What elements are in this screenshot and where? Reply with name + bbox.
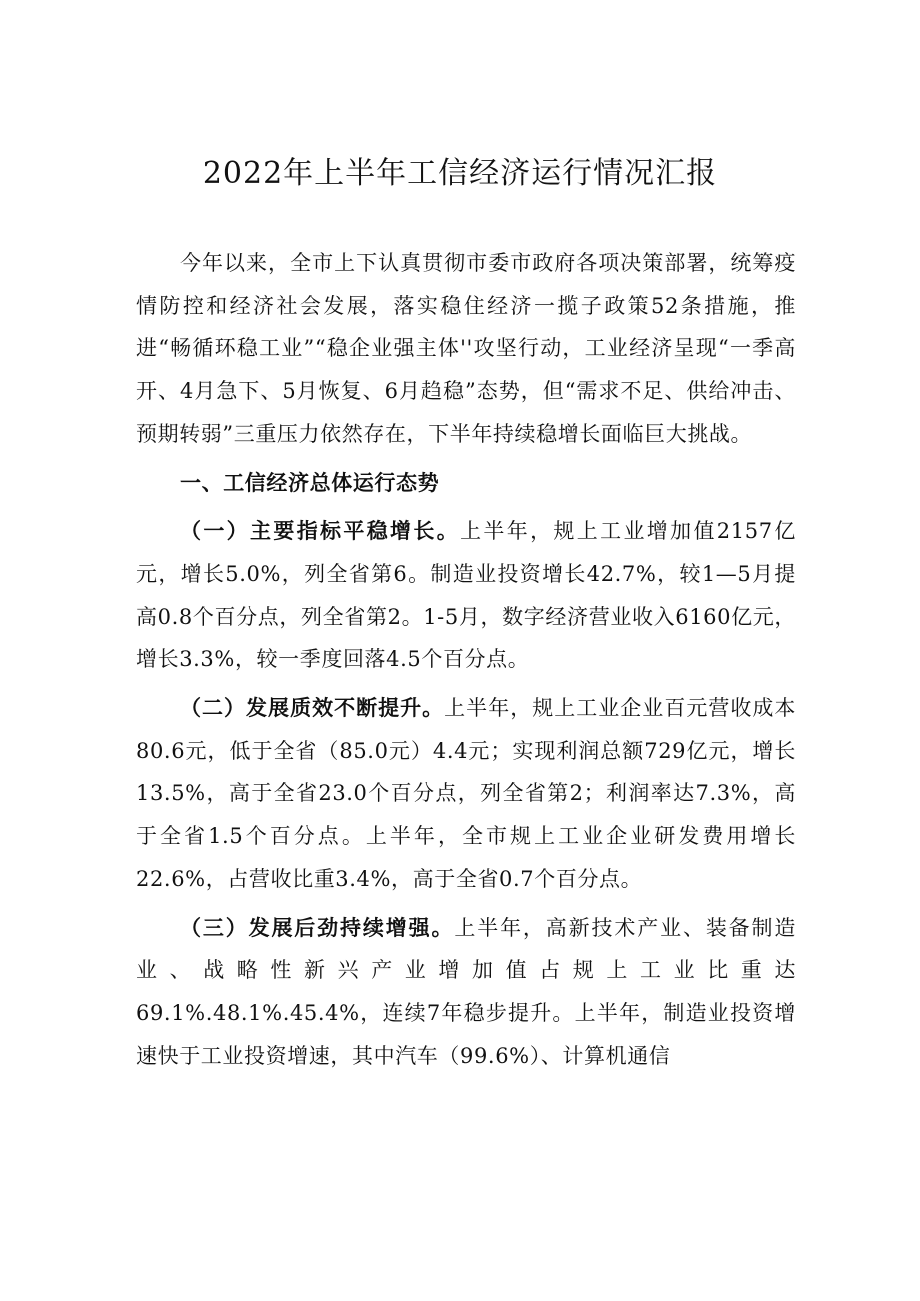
subsection-1-lead: （一）主要指标平稳增长。	[180, 518, 461, 544]
subsection-3-lead: （三）发展后劲持续增强。	[180, 914, 455, 940]
subsection-1-paragraph	[136, 510, 796, 681]
section-heading: 一、工信经济总体运行态势	[180, 469, 440, 495]
subsection-1-text: 上半年，规上工业增加值2157亿元，增长5.0%，列全省第6。制造业投资增长42.7%，较1—5月提高0.8个百分点，列全省第2。1-5月，数字经济营业收入6160亿元，增长3.3%，较一季度回落4.5个百分点。	[136, 519, 796, 672]
intro-paragraph: 今年以来，全市上下认真贯彻市委市政府各项决策部署，统筹疫情防控和经济社会发展，落实稳住经济一揽子政策52条措施，推进“畅循环稳工业”“稳企业强主体''攻坚行动，工业经济呈现“一季高开、4月急下、5月恢复、6月趋稳”态势，但“需求不足、供给冲击、预期转弱”三重压力依然存在，下半年持续稳增长面临巨大挑战。	[136, 251, 796, 446]
subsection-2-text: 上半年，规上工业企业百元营收成本80.6元，低于全省（85.0元）4.4元；实现利润总额729亿元，增长13.5%，高于全省23.0个百分点，列全省第2；利润率达7.3%，高于全省1.5个百分点。上半年，全市规上工业企业研发费用增长22.6%，占营收比重3.4%，高于全省0.7个百分点。	[136, 696, 796, 891]
subsection-2-lead: （二）发展质效不断提升。	[180, 695, 445, 721]
subsection-3-text: 上半年，高新技术产业、装备制造业、战略性新兴产业增加值占规上工业比重达69.1%.48.1%.45.4%，连续7年稳步提升。上半年，制造业投资增速快于工业投资增速，其中汽车（99.6%）、计算机通信	[136, 915, 797, 1068]
subsection-3-paragraph	[136, 907, 796, 1078]
document-body	[136, 242, 796, 1077]
subsection-2-paragraph	[136, 687, 796, 901]
document-title: 2022年上半年工信经济运行情况汇报	[202, 156, 718, 191]
